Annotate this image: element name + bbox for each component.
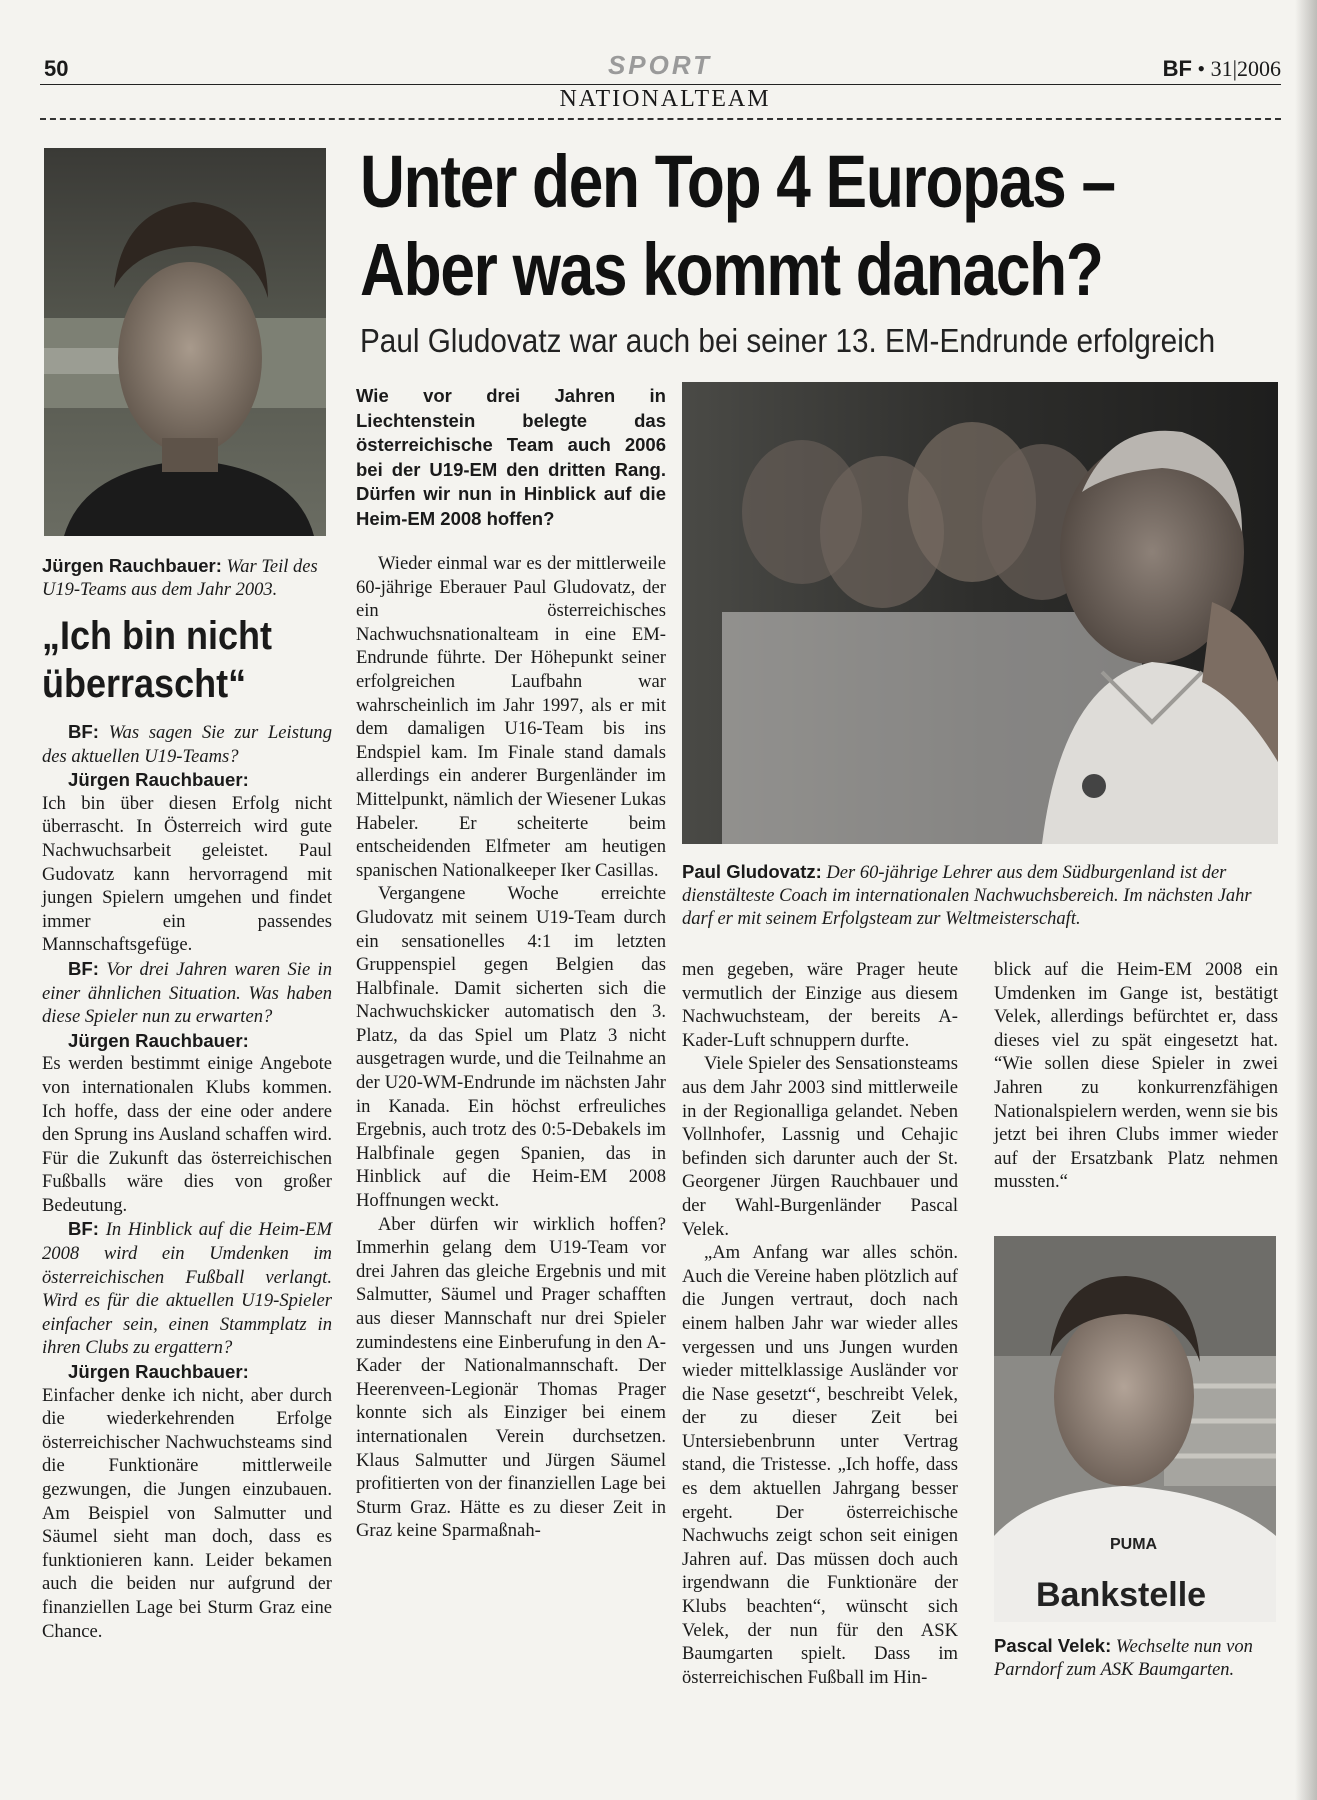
caption-name: Jürgen Rauchbauer: [42, 555, 222, 576]
issue-info [1163, 56, 1281, 82]
velek-photo [994, 1236, 1276, 1622]
caption-text: Wechselte nun von Parndorf zum ASK Baumgarten. [994, 1637, 1253, 1680]
headline-line-1: Unter den Top 4 Europas – [360, 140, 1115, 223]
question-text: Was sagen Sie zur Leistung des aktuellen U19-Teams? [42, 722, 332, 767]
publication-name: BF [1162, 56, 1192, 81]
issue-number: 31|2006 [1210, 56, 1281, 81]
article-lead: Wie vor drei Jahren in Liechtenstein belegte das österreichische Team auch 2006 bei der U19-EM den dritten Rang. Dürfen wir nun in Hinblick auf die Heim-EM 2008 hoffen? [356, 385, 666, 529]
interview-title-line-2: überrascht“ [42, 662, 247, 706]
page-number: 50 [44, 56, 69, 81]
question-text: In Hinblick auf die Heim-EM 2008 wird ein Umdenken im österreichischen Fußball verlangt. Wird es für die aktuellen U19-Spieler einfacher sein, einen Stammplatz in ihren Clubs zu ergattern? [42, 1219, 332, 1359]
article-paragraph: blick auf die Heim-EM 2008 ein Umdenken im Gange ist, bestätigt Velek, allerdings befürchtet er, dass dieses viel zu spät eingesetzt hat. “Wie sollen diese Spieler in zwei Jahren zu konkurrenzfähigen Nationalspielern werden, wenn sie bis jetzt bei ihren Clubs immer wieder auf der Ersatzbank Platz nehmen mussten.“ [994, 959, 1278, 1193]
article-paragraph: Vergangene Woche erreichte Gludovatz mit seinem U19-Team durch ein sensationelles 4:1 im letzten Gruppenspiel gegen Belgien das Halbfinale. Damit sicherten sich die Nachwuchskicker automatisch den 3. Platz, da das Spiel um Platz 3 nicht ausgetragen wurde, und die Teilnahme an der U20-WM-Endrunde im nächsten Jahr in Kanada. Ein höchst erfreuliches Ergebnis, auch trotz des 0:5-Debakels im Halbfinale gegen Spanien, das in Hinblick auf die Heim-EM 2008 Hoffnungen weckt. [356, 883, 666, 1212]
question-label: BF: [68, 1218, 99, 1240]
caption-name: Paul Gludovatz: [682, 861, 822, 882]
interview-answer [42, 768, 332, 957]
shirt-brand: PUMA [1110, 1536, 1158, 1553]
interview-question [42, 720, 332, 768]
interview-answer [42, 1360, 332, 1643]
page-edge-shadow [1295, 0, 1317, 1800]
interview-question [42, 1217, 332, 1360]
answer-text: Es werden bestimmt einige Angebote von internationalen Klubs kommen. Ich hoffe, dass der eine oder andere den Sprung ins Ausland schaffen wird. Für die Zukunft das österreichischen Fußballs wäre dies von großer Bedeutung. [42, 1053, 332, 1216]
article-paragraph: men gegeben, wäre Prager heute vermutlich der Einzige aus diesem Nachwuchsteam, der bereits A-Kader-Luft schnuppern durfte. [682, 959, 958, 1051]
interview-question [42, 957, 332, 1029]
issue-separator: • [1197, 56, 1206, 81]
answer-label: Jürgen Rauchbauer: [68, 1029, 249, 1051]
answer-text: Ich bin über diesen Erfolg nicht überrascht. In Österreich wird gute Nachwuchsarbeit geleistet. Paul Gudovatz kann hervorragend mit jungen Spielern umgehen und findet immer ein passendes Mannschaftsgefüge. [42, 792, 332, 956]
dashed-divider [40, 118, 1281, 120]
section-title: SPORT [607, 50, 713, 80]
article-paragraph: „Am Anfang war alles schön. Auch die Vereine haben plötzlich auf die Jungen vertraut, doch nach einem halben Jahr war wieder alles vergessen und uns Jungen wurden wieder mittelklassige Ausländer vor die Nase gesetzt“, beschreibt Velek, der zu dieser Zeit bei Untersiebenbrunn unter Vertrag stand, die Tristesse. „Ich hoffe, dass es dem aktuellen Jahrgang besser ergeht. Der österreichische Nachwuchs zeigt schon seit einigen Jahren auf. Das müssen doch auch irgendwann die Funktionäre der Klubs beachten“, wünscht sich Velek, der nun für den ASK Baumgarten spielt. Dass im österreichischen Fußball im Hin- [682, 1242, 958, 1688]
article-column-2 [356, 552, 666, 1543]
subheadline: Paul Gludovatz war auch bei seiner 13. EM-Endrunde erfolgreich [360, 322, 1216, 359]
answer-text: Einfacher denke ich nicht, aber durch die wiederkehrenden Erfolge österreichischer Nachwuchsteams sind die Funktionäre mittlerweile gezwungen, die Jungen einzubauen. Am Beispiel von Salmutter und Säumel sieht man doch, dass es funktionieren kann. Leider bekamen auch die beiden nur aufgrund der finanziellen Lage bei Sturm Graz eine Chance. [42, 1384, 332, 1642]
rauchbauer-caption [42, 554, 332, 602]
answer-label: Jürgen Rauchbauer: [68, 1361, 249, 1383]
question-label: BF: [68, 721, 99, 742]
headline-line-2: Aber was kommt danach? [360, 228, 1103, 311]
caption-text: War Teil des U19-Teams aus dem Jahr 2003. [42, 557, 318, 600]
headline [360, 138, 1116, 314]
interview-answer [42, 1029, 332, 1218]
gludovatz-caption [682, 860, 1278, 931]
article-paragraph: Viele Spieler des Sensationsteams aus dem Jahr 2003 sind mittlerweile in der Regionalliga gelandet. Neben Vollnhofer, Lassnig und Cehajic befinden sich darunter auch der St. Georgener Jürgen Rauchbauer und der Wahl-Burgenländer Pascal Velek. [682, 1053, 958, 1240]
interview-title [42, 612, 303, 708]
interview-title-line-1: „Ich bin nicht [42, 614, 272, 658]
article-paragraph: Aber dürfen wir wirklich hoffen? Immerhin gelang dem U19-Team vor drei Jahren das gleiche Ergebnis und mit Salmutter, Säumel und Prager schafften aus dieser Mannschaft nur drei Spieler zumindestens eine Einberufung in den A-Kader der Nationalmannschaft. Der Heerenveen-Legionär Thomas Prager konnte sich als Einziger bei einem internationalen Verein durchsetzen. Klaus Salmutter und Jürgen Säumel profitierten von der finanziellen Lage bei Sturm Graz. Hätte es zu dieser Zeit in Graz keine Sparmaßnah- [356, 1213, 666, 1542]
rauchbauer-photo [44, 148, 326, 536]
article-column-4 [994, 958, 1278, 1194]
interview-column [42, 720, 332, 1643]
article-paragraph: Wieder einmal war es der mittlerweile 60-jährige Eberauer Paul Gludovatz, der ein österreichisches Nachwuchsnationalteam in eine EM-Endrunde führte. Der Höhepunkt seiner erfolgreichen Laufbahn war wahrscheinlich im Jahr 1997, als er mit dem damaligen U16-Team bis ins Endspiel kam. Im Finale stand damals allerdings ein anderer Burgenländer im Mittelpunkt, nämlich der Wiesener Lukas Habeler. Er scheiterte beim entscheidenden Elfmeter am heutigen spanischen Nationalkeeper Iker Casillas. [356, 553, 666, 881]
caption-text: Der 60-jährige Lehrer aus dem Südburgenland ist der dienstälteste Coach im internationalen Nachwuchsbereich. Im nächsten Jahr darf er mit seinem Erfolgsteam zur Weltmeisterschaft. [682, 863, 1252, 929]
subsection-title: NATIONALTEAM [540, 86, 790, 113]
question-text: Vor drei Jahren waren Sie in einer ähnlichen Situation. Was haben diese Spieler nun zu erwarten? [42, 958, 332, 1028]
velek-caption [994, 1634, 1278, 1682]
caption-name: Pascal Velek: [994, 1635, 1112, 1656]
shirt-sponsor: Bankstelle [1036, 1576, 1207, 1614]
article-column-3 [682, 958, 958, 1689]
header-rule [40, 84, 1281, 85]
gludovatz-photo [682, 382, 1278, 844]
question-label: BF: [68, 957, 99, 979]
answer-label: Jürgen Rauchbauer: [68, 769, 249, 791]
